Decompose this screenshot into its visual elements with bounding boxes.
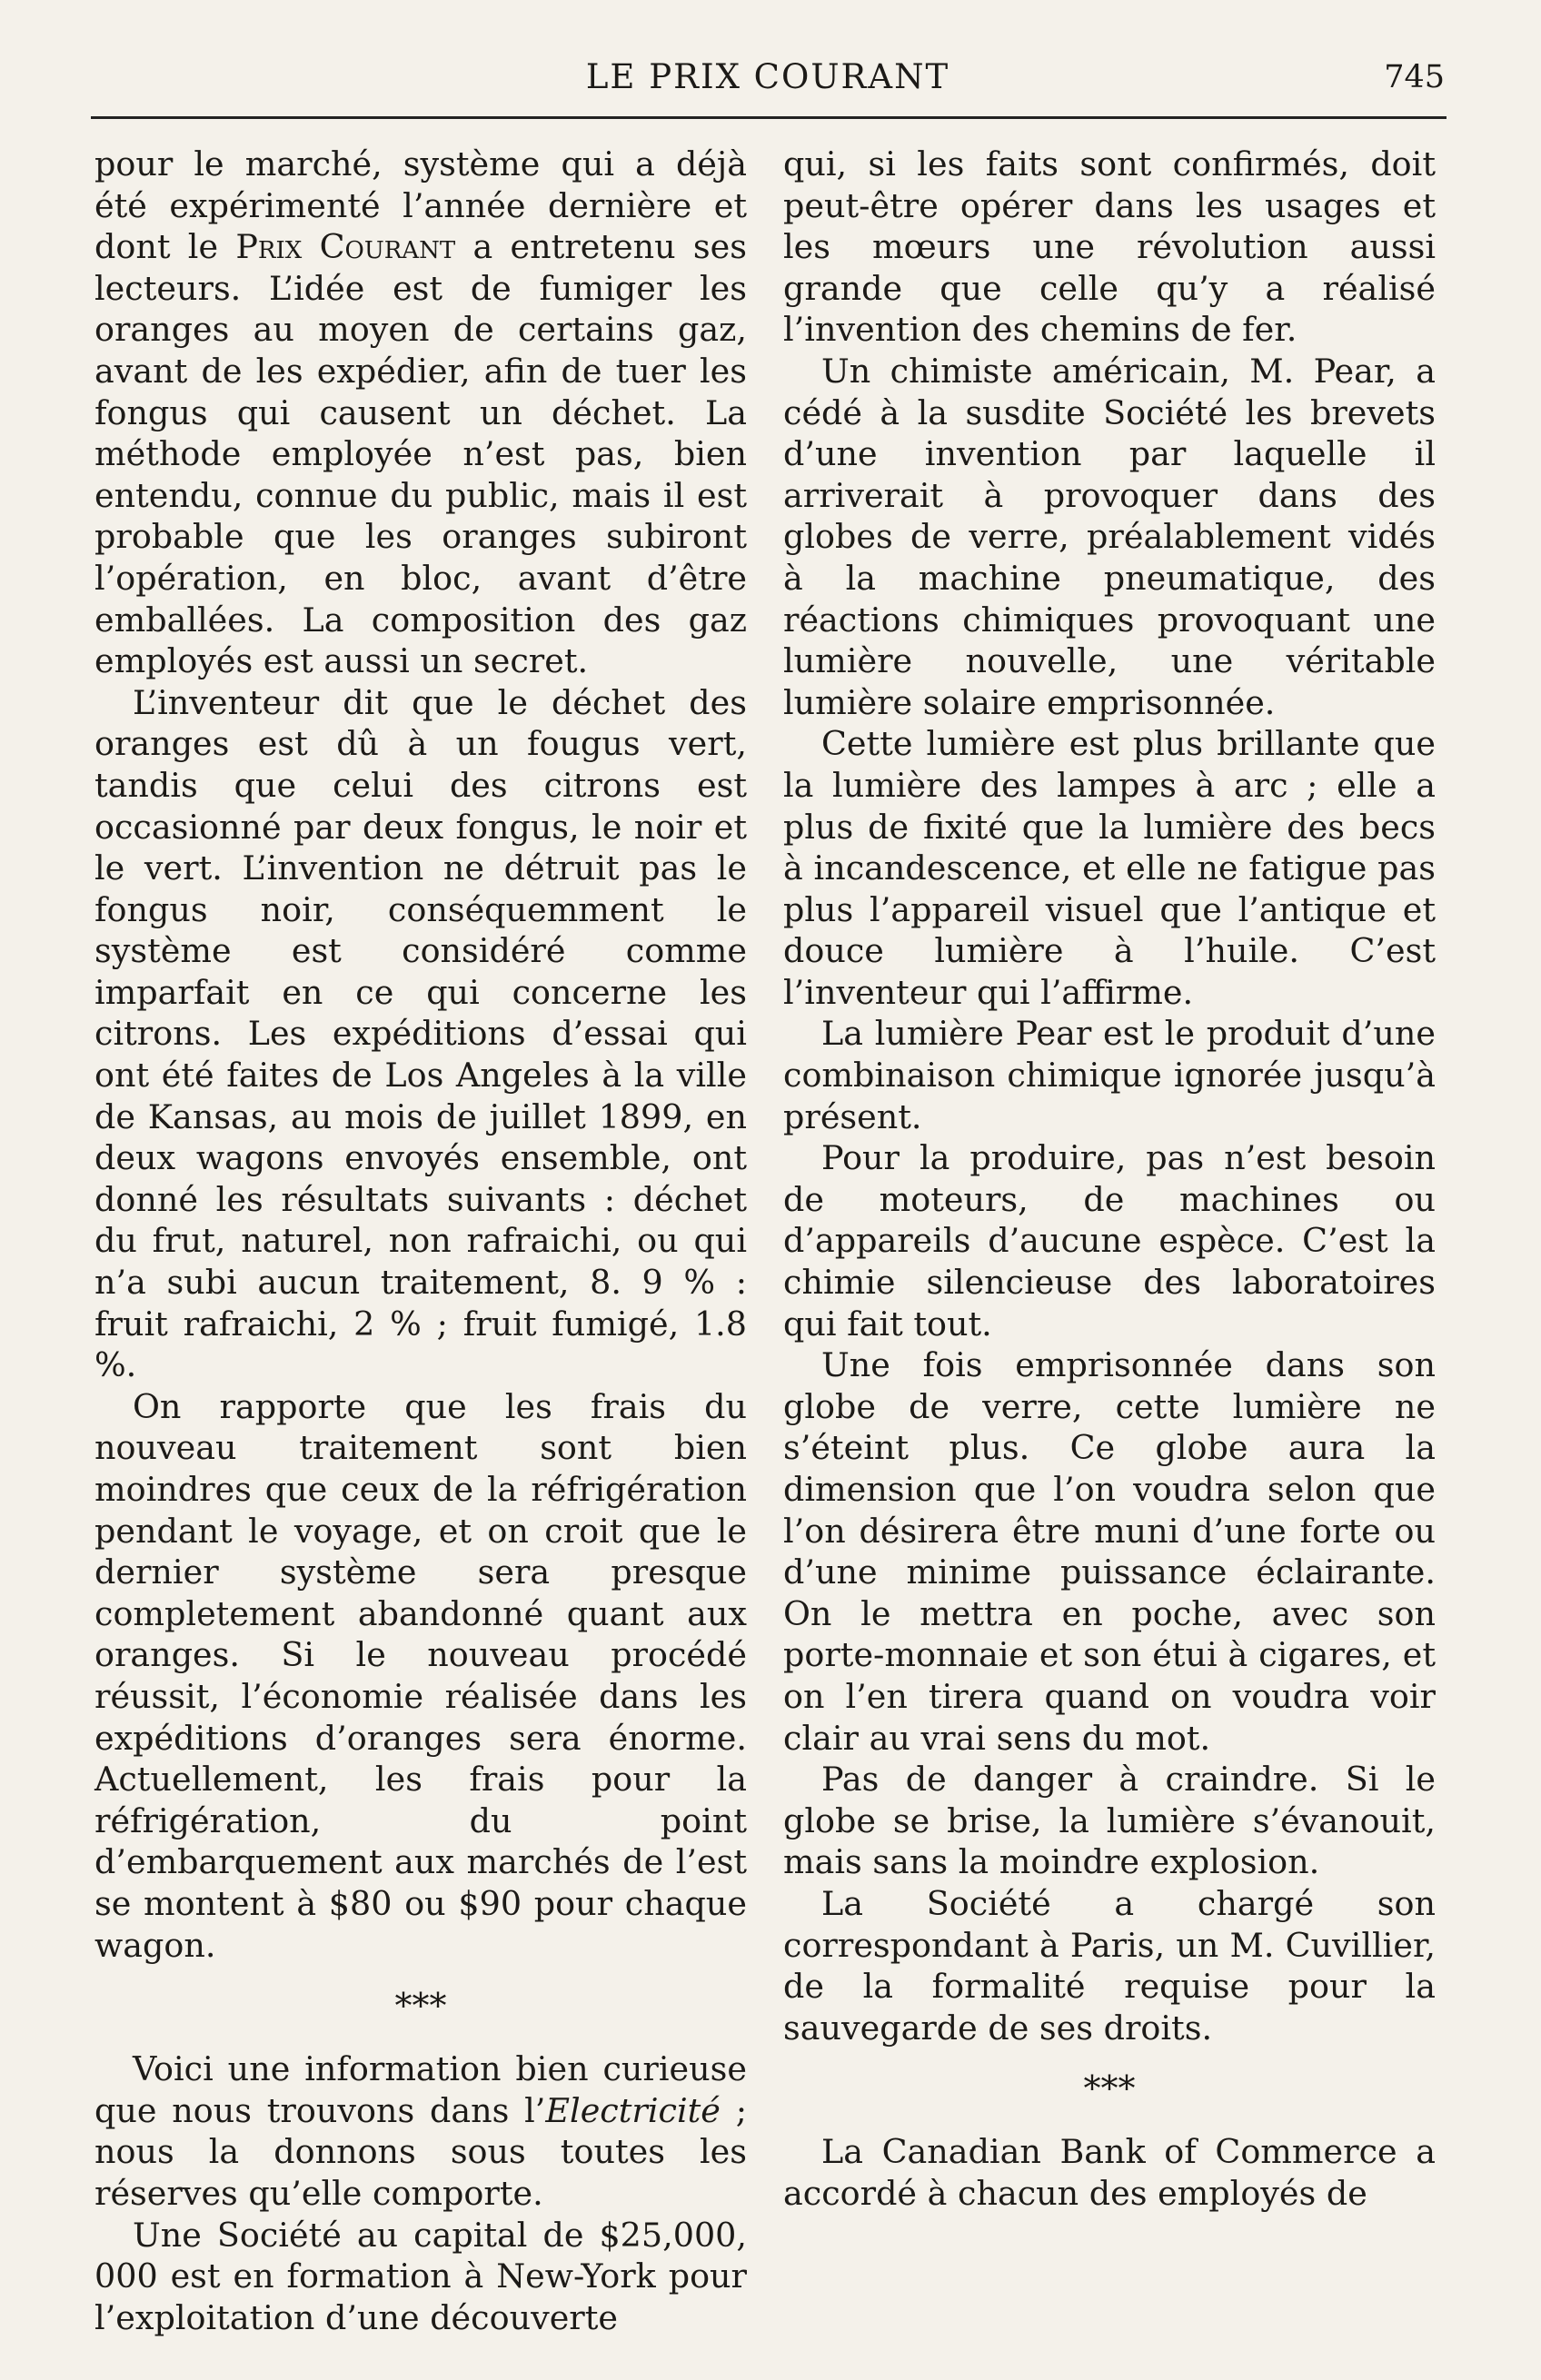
header-rule <box>91 116 1447 119</box>
publication-name: Prix Courant <box>235 227 456 267</box>
section-separator: *** <box>394 1986 447 2027</box>
left-column <box>94 144 747 2338</box>
paragraph: Cette lumière est plus brillante que la lumière des lampes à arc ; elle a plus de fixité que la lumière des becs à incandescence, et elle ne fatigue pas plus l’appareil visuel que l’antique et douce lumière à l’huile. C’est l’inventeur qui l’affirme. <box>783 724 1436 1012</box>
source-title: Electricité <box>545 2090 721 2130</box>
paragraph: qui, si les faits sont confirmés, doit peut-être opérer dans les usages et les mœurs une révolution aussi grande que celle qu’y a réalisé l’invention des chemins de fer. <box>783 144 1436 350</box>
paragraph <box>94 2048 747 2214</box>
running-head <box>91 55 1445 100</box>
paragraph-text: Voici une information bien curieuse que nous trouvons dans l’ <box>94 2049 747 2130</box>
paragraph <box>94 144 747 682</box>
paragraph: Une Société au capital de $25,000, 000 est en formation à New-York pour l’exploitation d’une découverte <box>94 2215 747 2337</box>
paragraph: On rapporte que les frais du nouveau traitement sont bien moindres que ceux de la réfrigération pendant le voyage, et on croit que le dernier système sera presque completement abandonné quant aux oranges. Si le nouveau procédé réussit, l’économie réalisée dans les expéditions d’oranges sera énorme. Actuellement, les frais pour la réfrigération, du point d’embarquement aux marchés de l’est se montent à $80 ou $90 pour chaque wagon. <box>94 1386 747 1965</box>
right-column <box>783 144 1436 2215</box>
paragraph: La Canadian Bank of Commerce a accordé à chacun des employés de <box>783 2132 1436 2213</box>
paragraph-text: ; nous la donnons sous toutes les réserves qu’elle comporte. <box>94 2090 747 2213</box>
paragraph: Pas de danger à craindre. Si le globe se brise, la lumière s’évanouit, mais sans la moindre explosion. <box>783 1760 1436 1882</box>
paragraph: Un chimiste américain, M. Pear, a cédé à la susdite Société les brevets d’une invention par laquelle il arriverait à provoquer dans des globes de verre, préalablement vidés à la machine pneumatique, des réactions chimiques provoquant une lumière nouvelle, une véritable lumière solaire emprisonnée. <box>783 351 1436 722</box>
paragraph: La lumière Pear est le produit d’une combinaison chimique ignorée jusqu’à présent. <box>783 1014 1436 1136</box>
section-separator: *** <box>1083 2068 1136 2109</box>
paragraph-text: pour le marché, système qui a déjà été expérimenté l’année dernière et dont le <box>94 144 747 267</box>
paragraph: Pour la produire, pas n’est besoin de moteurs, de machines ou d’appareils d’aucune espèce. C’est la chimie silencieuse des laboratoires qui fait tout. <box>783 1138 1436 1344</box>
paragraph: La Société a chargé son correspondant à Paris, un M. Cuvillier, de la formalité requise pour la sauvegarde de ses droits. <box>783 1883 1436 2048</box>
publication-title: LE PRIX COURANT <box>585 57 950 96</box>
paragraph: L’inventeur dit que le déchet des oranges est dû à un fougus vert, tandis que celui des citrons est occasionné par deux fongus, le noir et le vert. L’invention ne détruit pas le fongus noir, conséquemment le système est considéré comme imparfait en ce qui concerne les citrons. Les expéditions d’essai qui ont été faites de Los Angeles à la ville de Kansas, au mois de juillet 1899, en deux wagons envoyés ensemble, ont donné les résultats suivants : déchet du frut, naturel, non rafraichi, ou qui n’a subi aucun traitement, 8. 9 % : fruit rafraichi, 2 % ; fruit fumigé, 1.8 %. <box>94 682 747 1385</box>
page-number: 745 <box>1384 59 1445 95</box>
paragraph: Une fois emprisonnée dans son globe de verre, cette lumière ne s’éteint plus. Ce globe aura la dimension que l’on voudra selon que l’on désirera être muni d’une forte ou d’une minime puissance éclairante. On le mettra en poche, avec son porte-monnaie et son étui à cigares, et on l’en tirera quand on voudra voir clair au vrai sens du mot. <box>783 1345 1436 1758</box>
paragraph-text: a entretenu ses lecteurs. L’idée est de fumiger les oranges au moyen de certains gaz, avant de les expédier, afin de tuer les fongus qui causent un déchet. La méthode employée n’est pas, bien entendu, connue du public, mais il est probable que les oranges subiront l’opération, en bloc, avant d’être emballées. La composition des gaz employés est aussi un secret. <box>94 227 747 681</box>
